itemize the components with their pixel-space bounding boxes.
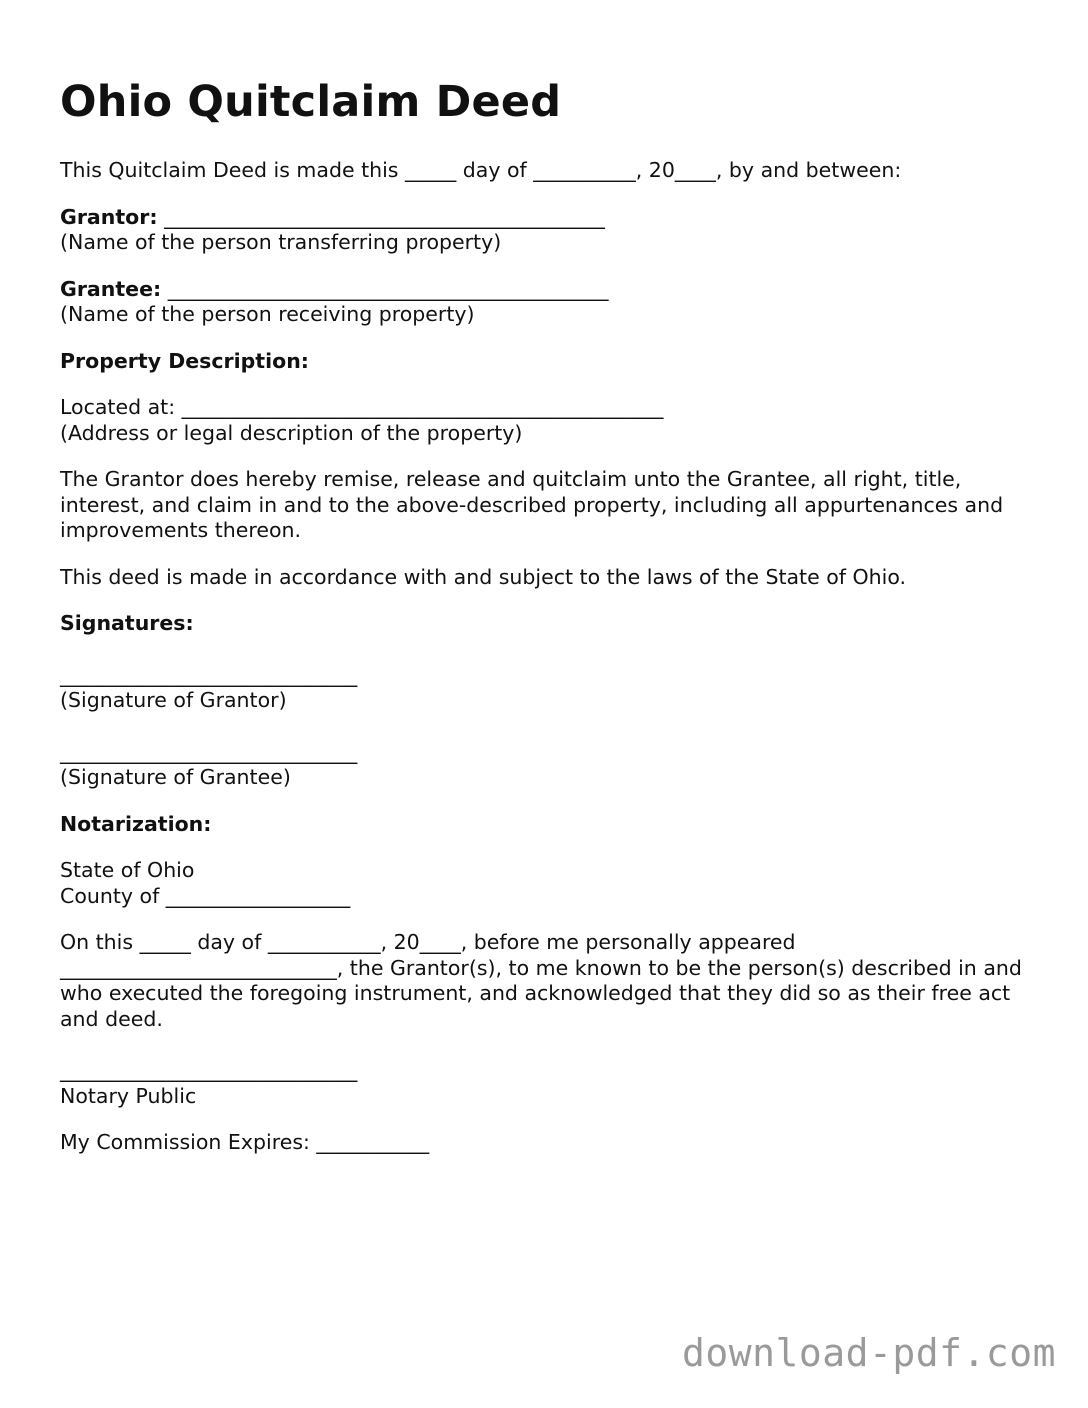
grantee-label: Grantee:: [60, 276, 162, 301]
notary-statement-rest: ___________________________, the Grantor(s), to me known to be the person(s) described in and who executed the foregoing instrument, and acknowledged that they did so as their free act and deed.: [60, 955, 1029, 1031]
grantor-signature-label: (Signature of Grantor): [60, 688, 287, 712]
law-clause: This deed is made in accordance with and subject to the laws of the State of Ohio.: [60, 564, 907, 589]
grantee-signature-label: (Signature of Grantee): [60, 765, 291, 789]
property-heading: Property Description:: [60, 348, 309, 373]
commission-expires: My Commission Expires: ___________: [60, 1130, 430, 1154]
grantor-block: [60, 205, 1040, 256]
grantee-block: [60, 277, 1040, 328]
located-note: (Address or legal description of the property): [60, 420, 523, 445]
located-line: Located at: _______________________________________________: [60, 395, 664, 419]
document-title: Ohio Quitclaim Deed: [60, 77, 562, 127]
grantor-label: Grantor:: [60, 204, 158, 229]
watermark-text: download-pdf.com: [681, 1331, 1056, 1375]
located-block: [60, 395, 1040, 446]
grantee-note: (Name of the person receiving property): [60, 302, 475, 326]
county-line: County of __________________: [60, 883, 351, 908]
grantee-signature-line: _____________________________: [60, 739, 358, 764]
notary-statement: [60, 930, 1040, 1032]
grantor-blank: ___________________________________________: [157, 204, 605, 229]
state-line: State of Ohio: [60, 858, 195, 882]
notary-signature-block: [60, 1058, 1040, 1109]
notarization-heading: Notarization:: [60, 811, 212, 836]
notary-public-label: Notary Public: [60, 1083, 197, 1108]
grantor-note: (Name of the person transferring property): [60, 230, 502, 254]
notary-signature-line: _____________________________: [60, 1058, 358, 1082]
intro-paragraph: This Quitclaim Deed is made this _____ day of __________, 20____, by and between:: [60, 158, 902, 182]
venue-block: [60, 858, 1040, 909]
grantee-signature-block: [60, 740, 1040, 791]
notary-statement-line1: On this _____ day of ___________, 20____, before me personally appeared: [60, 930, 796, 954]
grantor-signature-line: _____________________________: [60, 662, 358, 687]
document-page: [60, 76, 1040, 1177]
quitclaim-clause: The Grantor does hereby remise, release and quitclaim unto the Grantee, all right, title, interest, and claim in and to the above-described property, including all appurtenances and improvements thereon.: [60, 467, 1010, 542]
grantee-blank: ___________________________________________: [161, 276, 609, 301]
signatures-heading: Signatures:: [60, 611, 194, 635]
grantor-signature-block: [60, 663, 1040, 714]
